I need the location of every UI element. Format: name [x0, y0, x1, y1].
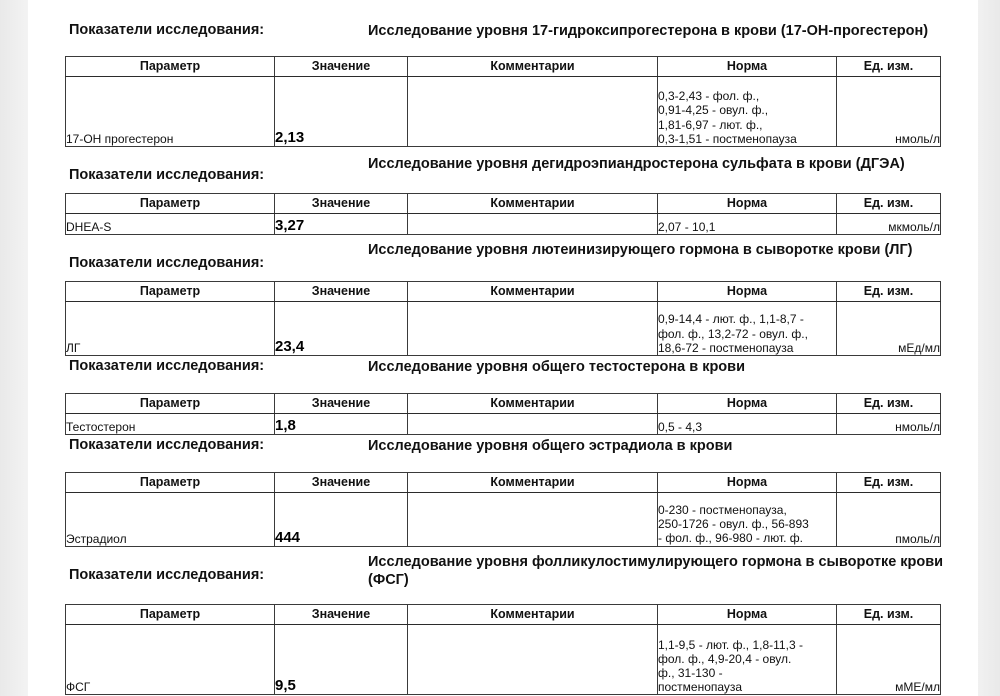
cell-comments [408, 76, 658, 146]
section-label: Показатели исследования: [69, 566, 265, 583]
column-header-value: Значение [275, 472, 408, 492]
results-table [65, 193, 941, 235]
section-title: Исследование уровня общего эстрадиола в крови [368, 437, 733, 454]
results-table [65, 604, 941, 695]
section-label: Показатели исследования: [69, 357, 265, 374]
page-edge-left [0, 0, 28, 696]
column-header-comments: Комментарии [408, 56, 658, 76]
section-title: Исследование уровня лютеинизирующего гормона в сыворотке крови (ЛГ) [368, 241, 913, 258]
column-header-unit: Ед. изм. [837, 605, 941, 625]
cell-value: 23,4 [275, 301, 408, 355]
section-dhea-s [28, 147, 978, 235]
column-header-comments: Комментарии [408, 393, 658, 413]
table-header-row [66, 56, 941, 76]
column-header-parameter: Параметр [66, 605, 275, 625]
column-header-parameter: Параметр [66, 472, 275, 492]
cell-comments [408, 413, 658, 434]
column-header-value: Значение [275, 56, 408, 76]
cell-comments [408, 492, 658, 546]
table-header-row [66, 281, 941, 301]
section-header [28, 358, 978, 377]
cell-norm: 0,3-2,43 - фол. ф., 0,91-4,25 - овул. ф., 1,81-6,97 - лют. ф., 0,3-1,51 - постменопауза [658, 76, 837, 146]
section-lh [28, 235, 978, 356]
cell-comments [408, 213, 658, 234]
section-label: Показатели исследования: [69, 254, 265, 271]
table-row [66, 625, 941, 695]
column-header-norm: Норма [658, 193, 837, 213]
column-header-norm: Норма [658, 281, 837, 301]
column-header-comments: Комментарии [408, 193, 658, 213]
cell-comments [408, 301, 658, 355]
cell-value: 9,5 [275, 625, 408, 695]
section-fsh [28, 547, 978, 696]
column-header-norm: Норма [658, 605, 837, 625]
results-table [65, 472, 941, 547]
section-title: Исследование уровня фолликулостимулирующего гормона в сыворотке крови (ФСГ) [368, 553, 944, 589]
cell-parameter: 17-ОН прогестерон [66, 76, 275, 146]
cell-parameter: Эстрадиол [66, 492, 275, 546]
section-header [28, 239, 978, 271]
cell-parameter: Тестостерон [66, 413, 275, 434]
section-header [28, 153, 978, 183]
cell-norm: 1,1-9,5 - лют. ф., 1,8-11,3 - фол. ф., 4,9-20,4 - овул. ф., 31-130 - постменопауза [658, 625, 837, 695]
cell-norm: 0,5 - 4,3 [658, 413, 837, 434]
table-header-row [66, 605, 941, 625]
cell-unit: мкмоль/л [837, 213, 941, 234]
table-header-row [66, 393, 941, 413]
cell-unit: нмоль/л [837, 76, 941, 146]
column-header-norm: Норма [658, 393, 837, 413]
column-header-value: Значение [275, 193, 408, 213]
column-header-unit: Ед. изм. [837, 281, 941, 301]
cell-norm: 0,9-14,4 - лют. ф., 1,1-8,7 - фол. ф., 13,2-72 - овул. ф., 18,6-72 - постменопауза [658, 301, 837, 355]
table-row [66, 492, 941, 546]
column-header-unit: Ед. изм. [837, 472, 941, 492]
section-title: Исследование уровня 17-гидроксипрогестерона в крови (17-ОН-прогестерон) [368, 23, 929, 39]
column-header-comments: Комментарии [408, 472, 658, 492]
cell-norm: 2,07 - 10,1 [658, 213, 837, 234]
cell-value: 3,27 [275, 213, 408, 234]
cell-unit: нмоль/л [837, 413, 941, 434]
column-header-parameter: Параметр [66, 281, 275, 301]
cell-norm: 0-230 - постменопауза, 250-1726 - овул. ф., 56-893 - фол. ф., 96-980 - лют. ф. [658, 492, 837, 546]
section-label: Показатели исследования: [69, 166, 265, 183]
section-header [28, 551, 978, 591]
cell-parameter: ФСГ [66, 625, 275, 695]
cell-parameter: DHEA-S [66, 213, 275, 234]
column-header-norm: Норма [658, 472, 837, 492]
column-header-parameter: Параметр [66, 393, 275, 413]
table-row [66, 213, 941, 234]
section-17-oh-progesterone [28, 0, 978, 147]
section-title: Исследование уровня дегидроэпиандростерона сульфата в крови (ДГЭА) [368, 155, 905, 172]
column-header-comments: Комментарии [408, 605, 658, 625]
column-header-unit: Ед. изм. [837, 56, 941, 76]
column-header-unit: Ед. изм. [837, 393, 941, 413]
column-header-value: Значение [275, 281, 408, 301]
table-header-row [66, 193, 941, 213]
section-header [28, 437, 978, 456]
column-header-norm: Норма [658, 56, 837, 76]
cell-value: 444 [275, 492, 408, 546]
results-table [65, 393, 941, 435]
section-estradiol [28, 435, 978, 547]
section-label: Показатели исследования: [69, 436, 265, 453]
column-header-unit: Ед. изм. [837, 193, 941, 213]
results-table [65, 56, 941, 147]
column-header-value: Значение [275, 605, 408, 625]
cell-unit: мМЕ/мл [837, 625, 941, 695]
table-row [66, 301, 941, 355]
table-row [66, 413, 941, 434]
cell-unit: пмоль/л [837, 492, 941, 546]
column-header-parameter: Параметр [66, 56, 275, 76]
column-header-value: Значение [275, 393, 408, 413]
cell-value: 2,13 [275, 76, 408, 146]
column-header-parameter: Параметр [66, 193, 275, 213]
cell-unit: мЕд/мл [837, 301, 941, 355]
section-header [28, 22, 978, 41]
section-title: Исследование уровня общего тестостерона в крови [368, 358, 745, 375]
results-table [65, 281, 941, 356]
table-row [66, 76, 941, 146]
cell-parameter: ЛГ [66, 301, 275, 355]
column-header-comments: Комментарии [408, 281, 658, 301]
section-testosterone [28, 356, 978, 435]
table-header-row [66, 472, 941, 492]
report-page [28, 0, 978, 696]
section-label: Показатели исследования: [69, 22, 265, 38]
cell-comments [408, 625, 658, 695]
cell-value: 1,8 [275, 413, 408, 434]
